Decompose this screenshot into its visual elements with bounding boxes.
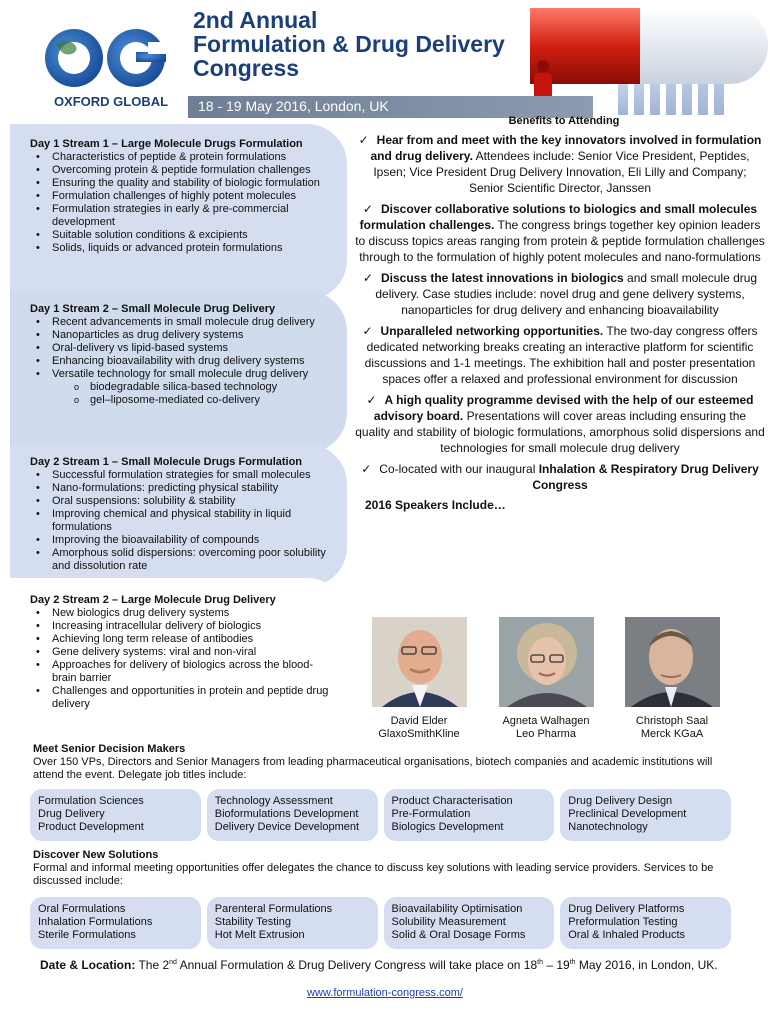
list-item: • Suitable solution conditions & excipients — [30, 229, 335, 242]
speaker-name: Christoph Saal — [635, 715, 709, 727]
job-titles-column — [30, 789, 201, 841]
list-item: • Oral suspensions: solubility & stability — [30, 495, 335, 508]
title-line-2: Formulation & Drug Delivery — [193, 31, 505, 58]
speaker-organisation: GlaxoSmithKline — [378, 728, 460, 740]
section-title: Meet Senior Decision Makers — [33, 743, 186, 755]
list-item: Drug Delivery Platforms — [568, 903, 685, 915]
stream-title: Day 2 Stream 2 – Large Molecule Drug Delivery — [30, 594, 276, 606]
list-item: • Enhancing bioavailability with drug delivery systems — [30, 355, 335, 368]
list-item: Hot Melt Extrusion — [214, 929, 305, 941]
speaker-photo — [625, 617, 720, 707]
speaker-card — [481, 617, 611, 741]
job-titles-column — [207, 789, 378, 841]
list-item: Product Development — [38, 821, 144, 833]
list-item: • Versatile technology for small molecule drug delivery — [30, 368, 335, 381]
list-item: • Approaches for delivery of biologics across the blood-brain barrier — [30, 659, 335, 685]
checkmark-icon: ✓ — [362, 324, 373, 338]
list-item: • Formulation challenges of highly potent molecules — [30, 190, 335, 203]
list-item: Formulation Sciences — [38, 795, 144, 807]
list-item: • Solids, liquids or advanced protein formulations — [30, 242, 335, 255]
speakers-row — [365, 617, 765, 742]
solutions-section — [33, 849, 743, 888]
list-item: Solubility Measurement — [391, 916, 506, 928]
list-item: • Amorphous solid dispersions: overcoming poor solubility and dissolution rate — [30, 547, 335, 573]
list-item: Sterile Formulations — [38, 929, 136, 941]
list-item: Solid & Oral Dosage Forms — [391, 929, 526, 941]
svg-text:OXFORD GLOBAL: OXFORD GLOBAL — [53, 94, 169, 109]
benefit-item: ✓ A high quality programme devised with the help of our esteemed advisory board. Presentations will cover areas including ensuring the quality and stability of biologic formulations, amorphous solid dispersions and technologies for small molecule drug delivery — [355, 393, 765, 455]
solutions-grid — [30, 897, 731, 949]
oxford-global-logo — [36, 22, 186, 112]
speaker-photo — [372, 617, 467, 707]
stream-topic-list — [30, 469, 335, 573]
checkmark-icon: ✓ — [362, 202, 373, 216]
list-item: Oral Formulations — [38, 903, 126, 915]
speaker-name: Agneta Walhagen — [502, 715, 590, 727]
list-item: Preformulation Testing — [568, 916, 678, 928]
stream-topic-list — [30, 316, 335, 407]
list-subitem: o biodegradable silica-based technology — [30, 381, 335, 394]
stream-title: Day 1 Stream 2 – Small Molecule Drug Delivery — [30, 303, 276, 315]
decision-makers-section — [33, 743, 743, 782]
stream-panel-day1-stream1 — [10, 124, 347, 300]
list-item: Technology Assessment — [214, 795, 333, 807]
list-item: • Successful formulation strategies for small molecules — [30, 469, 335, 482]
section-text: Over 150 VPs, Directors and Senior Managers from leading pharmaceutical organisations, biotech companies and academic institutions will attend the event. Delegate job titles include: — [33, 756, 713, 781]
solutions-column — [207, 897, 378, 949]
list-item: • Improving the bioavailability of compounds — [30, 534, 335, 547]
list-item: • Recent advancements in small molecule drug delivery — [30, 316, 335, 329]
benefits-title: Benefits to Attending — [508, 115, 620, 127]
list-item: Nanotechnology — [568, 821, 648, 833]
list-item: • Ensuring the quality and stability of biologic formulation — [30, 177, 335, 190]
date-location: Date & Location: The 2nd Annual Formulation & Drug Delivery Congress will take place on 18th – 19th May 2016, in London, UK. — [40, 958, 718, 972]
speaker-organisation: Leo Pharma — [516, 728, 576, 740]
speaker-name: David Elder — [390, 715, 448, 727]
list-item: Drug Delivery Design — [568, 795, 673, 807]
website-link[interactable]: www.formulation-congress.com/ — [307, 987, 463, 999]
list-item: • Achieving long term release of antibodies — [30, 633, 335, 646]
congress-title — [193, 8, 505, 80]
solutions-column — [30, 897, 201, 949]
speaker-card — [607, 617, 737, 741]
title-line-3: Congress — [193, 55, 300, 82]
list-item: • New biologics drug delivery systems — [30, 607, 335, 620]
section-title: Discover New Solutions — [33, 849, 159, 861]
stream-panel-day2-stream1 — [10, 444, 347, 587]
stream-panel-day2-stream2 — [10, 578, 347, 728]
benefit-item: ✓ Co-located with our inaugural Inhalation & Respiratory Drug Delivery Congress — [361, 462, 759, 492]
job-titles-grid — [30, 789, 731, 841]
checkmark-icon: ✓ — [362, 271, 373, 285]
benefit-item: ✓ Discover collaborative solutions to biologics and small molecules formulation challenges. The congress brings together key opinion leaders to discuss topics areas ranging from protein & peptide formulation challenges through to the formulation of highly potent molecules and nano-formulations — [355, 202, 765, 264]
checkmark-icon: ✓ — [361, 462, 372, 476]
job-titles-column — [384, 789, 555, 841]
section-text: Formal and informal meeting opportunities offer delegates the chance to discuss key solutions with leading service providers. Services to be discussed include: — [33, 862, 714, 887]
list-item: Product Characterisation — [391, 795, 513, 807]
stream-topic-list — [30, 151, 335, 255]
header — [0, 0, 770, 120]
job-titles-column — [560, 789, 731, 841]
list-item: • Oral-delivery vs lipid-based systems — [30, 342, 335, 355]
list-item: Delivery Device Development — [214, 821, 360, 833]
benefit-item: ✓ Unparalleled networking opportunities. The two-day congress offers dedicated networking breaks creating an interactive platform for scientific discussions and 1-1 meetings. The exhibition hall and poster presentation spaces offer a relaxed and professional environment for discussion — [362, 324, 758, 386]
benefit-item: ✓ Hear from and meet with the key innovators involved in formulation and drug delivery. Attendees include: Senior Vice President, Peptides, Ipsen; Vice President Drug Delivery Innovation, Eli Lilly and Company; Senior Scientific Director, Janssen — [358, 133, 762, 195]
list-item: Bioavailability Optimisation — [391, 903, 523, 915]
speaker-card — [354, 617, 484, 741]
speaker-photo — [499, 617, 594, 707]
list-item: • Increasing intracellular delivery of biologics — [30, 620, 335, 633]
checkmark-icon: ✓ — [358, 133, 369, 147]
list-item: Bioformulations Development — [214, 808, 359, 820]
list-item: Stability Testing — [214, 916, 291, 928]
list-item: Drug Delivery — [38, 808, 105, 820]
date-location-label: Date & Location: — [40, 958, 136, 972]
stream-panel-day1-stream2 — [10, 291, 347, 453]
list-item: Preclinical Development — [568, 808, 687, 820]
stream-title: Day 2 Stream 1 – Small Molecule Drugs Formulation — [30, 456, 303, 468]
list-item: • Nano-formulations: predicting physical stability — [30, 482, 335, 495]
list-item: • Gene delivery systems: viral and non-viral — [30, 646, 335, 659]
list-subitem: o gel–liposome-mediated co-delivery — [30, 394, 335, 407]
speaker-organisation: Merck KGaA — [640, 728, 704, 740]
list-item: • Improving chemical and physical stability in liquid formulations — [30, 508, 335, 534]
benefit-item: ✓ Discuss the latest innovations in biologics and small molecule drug delivery. Case studies include: novel drug and gene delivery systems, nanoparticles for drug delivery and enhancing bioavailability — [362, 271, 758, 317]
list-item: • Characteristics of peptide & protein formulations — [30, 151, 335, 164]
stream-topic-list — [30, 607, 335, 711]
list-item: Oral & Inhaled Products — [568, 929, 686, 941]
list-item: Inhalation Formulations — [38, 916, 153, 928]
event-date-bar: 18 - 19 May 2016, London, UK — [188, 96, 593, 118]
list-item: • Overcoming protein & peptide formulation challenges — [30, 164, 335, 177]
list-item: Pre-Formulation — [391, 808, 471, 820]
list-item: Biologics Development — [391, 821, 504, 833]
solutions-column — [560, 897, 731, 949]
checkmark-icon: ✓ — [366, 393, 377, 407]
list-item: • Challenges and opportunities in protein and peptide drug delivery — [30, 685, 335, 711]
solutions-column — [384, 897, 555, 949]
stream-title: Day 1 Stream 1 – Large Molecule Drugs Formulation — [30, 138, 303, 150]
speakers-title: 2016 Speakers Include… — [365, 498, 506, 512]
benefits-section — [355, 115, 765, 512]
list-item: • Nanoparticles as drug delivery systems — [30, 329, 335, 342]
list-item: • Formulation strategies in early & pre-commercial development — [30, 203, 335, 229]
list-item: Parenteral Formulations — [214, 903, 333, 915]
title-line-1: 2nd Annual — [193, 7, 318, 33]
